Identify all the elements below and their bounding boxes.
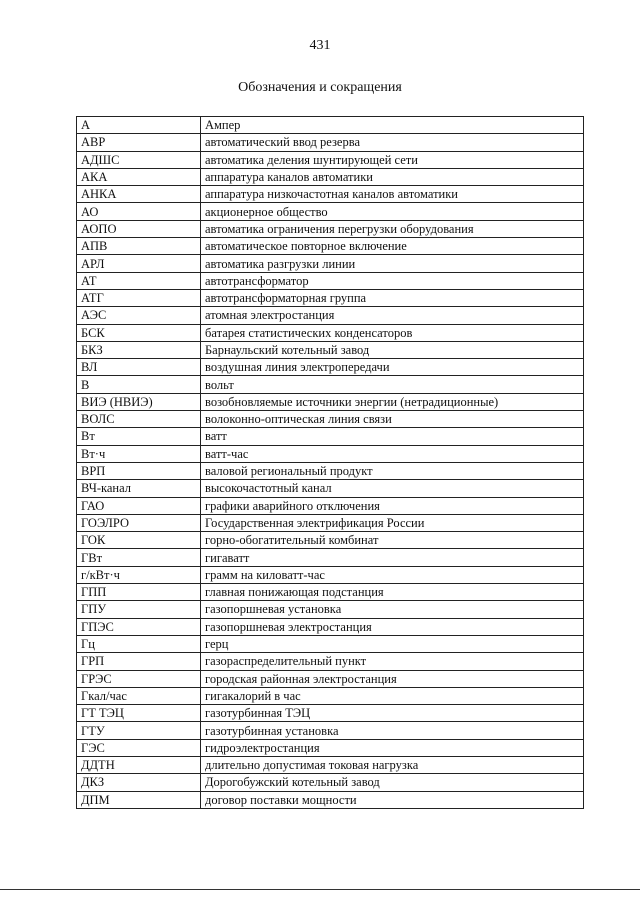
- table-row: [77, 359, 584, 376]
- meaning-cell: воздушная линия электропередачи: [201, 359, 584, 376]
- page-number: 431: [309, 38, 331, 53]
- abbreviation-cell: АДШС: [77, 151, 201, 168]
- bottom-divider: [0, 889, 640, 890]
- abbreviation-cell: ВРП: [77, 462, 201, 479]
- abbreviation-cell: АЭС: [77, 307, 201, 324]
- meaning-cell: городская районная электростанция: [201, 670, 584, 687]
- meaning-cell: автотрансформаторная группа: [201, 289, 584, 306]
- meaning-cell: газотурбинная установка: [201, 722, 584, 739]
- abbreviation-cell: ДПМ: [77, 791, 201, 808]
- table-row: [77, 687, 584, 704]
- meaning-cell: главная понижающая подстанция: [201, 584, 584, 601]
- table-row: [77, 272, 584, 289]
- meaning-cell: графики аварийного отключения: [201, 497, 584, 514]
- meaning-cell: возобновляемые источники энергии (нетрадиционные): [201, 393, 584, 410]
- abbreviations-table: [76, 116, 584, 809]
- meaning-cell: волоконно-оптическая линия связи: [201, 411, 584, 428]
- table-row: [77, 670, 584, 687]
- abbreviation-cell: АРЛ: [77, 255, 201, 272]
- table-row: [77, 722, 584, 739]
- meaning-cell: автоматика ограничения перегрузки оборудования: [201, 220, 584, 237]
- abbreviation-cell: АНКА: [77, 186, 201, 203]
- table-row: [77, 635, 584, 652]
- abbreviation-cell: Гц: [77, 635, 201, 652]
- meaning-cell: гидроэлектростанция: [201, 739, 584, 756]
- abbreviation-cell: АОПО: [77, 220, 201, 237]
- abbreviation-cell: ГРЭС: [77, 670, 201, 687]
- page-title: Обозначения и сокращения: [238, 80, 402, 95]
- abbreviation-cell: ГТУ: [77, 722, 201, 739]
- meaning-cell: гигакалорий в час: [201, 687, 584, 704]
- abbreviation-cell: ГПП: [77, 584, 201, 601]
- table-row: [77, 411, 584, 428]
- table-row: [77, 532, 584, 549]
- meaning-cell: аппаратура низкочастотная каналов автоматики: [201, 186, 584, 203]
- abbreviation-cell: ГВт: [77, 549, 201, 566]
- table-row: [77, 117, 584, 134]
- meaning-cell: горно-обогатительный комбинат: [201, 532, 584, 549]
- abbreviation-cell: АПВ: [77, 238, 201, 255]
- meaning-cell: договор поставки мощности: [201, 791, 584, 808]
- table-row: [77, 238, 584, 255]
- table-row: [77, 756, 584, 773]
- meaning-cell: аппаратура каналов автоматики: [201, 168, 584, 185]
- meaning-cell: акционерное общество: [201, 203, 584, 220]
- table-row: [77, 289, 584, 306]
- abbreviation-cell: АТ: [77, 272, 201, 289]
- table-row: [77, 618, 584, 635]
- abbreviations-table-body: [77, 117, 584, 809]
- table-row: [77, 324, 584, 341]
- meaning-cell: газопоршневая электростанция: [201, 618, 584, 635]
- meaning-cell: атомная электростанция: [201, 307, 584, 324]
- meaning-cell: автоматический ввод резерва: [201, 134, 584, 151]
- table-row: [77, 462, 584, 479]
- meaning-cell: ватт-час: [201, 445, 584, 462]
- abbreviation-cell: ДДТН: [77, 756, 201, 773]
- table-row: [77, 445, 584, 462]
- table-row: [77, 220, 584, 237]
- abbreviation-cell: А: [77, 117, 201, 134]
- meaning-cell: батарея статистических конденсаторов: [201, 324, 584, 341]
- abbreviation-cell: ГЭС: [77, 739, 201, 756]
- meaning-cell: автоматика разгрузки линии: [201, 255, 584, 272]
- abbreviation-cell: АО: [77, 203, 201, 220]
- meaning-cell: автоматическое повторное включение: [201, 238, 584, 255]
- table-row: [77, 186, 584, 203]
- abbreviation-cell: ВЛ: [77, 359, 201, 376]
- abbreviation-cell: АТГ: [77, 289, 201, 306]
- table-row: [77, 601, 584, 618]
- table-row: [77, 480, 584, 497]
- meaning-cell: Дорогобужский котельный завод: [201, 774, 584, 791]
- abbreviation-cell: АВР: [77, 134, 201, 151]
- meaning-cell: газораспределительный пункт: [201, 653, 584, 670]
- table-row: [77, 774, 584, 791]
- abbreviation-cell: БСК: [77, 324, 201, 341]
- table-row: [77, 255, 584, 272]
- meaning-cell: Барнаульский котельный завод: [201, 341, 584, 358]
- abbreviation-cell: ГПЭС: [77, 618, 201, 635]
- meaning-cell: ватт: [201, 428, 584, 445]
- table-row: [77, 134, 584, 151]
- abbreviation-cell: В: [77, 376, 201, 393]
- meaning-cell: автоматика деления шунтирующей сети: [201, 151, 584, 168]
- table-row: [77, 791, 584, 808]
- abbreviation-cell: ГРП: [77, 653, 201, 670]
- abbreviation-cell: ГАО: [77, 497, 201, 514]
- table-row: [77, 341, 584, 358]
- table-row: [77, 739, 584, 756]
- table-row: [77, 428, 584, 445]
- abbreviation-cell: ВЧ-канал: [77, 480, 201, 497]
- abbreviation-cell: г/кВт·ч: [77, 566, 201, 583]
- abbreviation-cell: ГОК: [77, 532, 201, 549]
- abbreviation-cell: Гкал/час: [77, 687, 201, 704]
- abbreviation-cell: ДКЗ: [77, 774, 201, 791]
- meaning-cell: вольт: [201, 376, 584, 393]
- meaning-cell: Ампер: [201, 117, 584, 134]
- meaning-cell: грамм на киловатт-час: [201, 566, 584, 583]
- table-row: [77, 168, 584, 185]
- table-row: [77, 151, 584, 168]
- abbreviation-cell: ГТ ТЭЦ: [77, 705, 201, 722]
- meaning-cell: валовой региональный продукт: [201, 462, 584, 479]
- abbreviation-cell: ВИЭ (НВИЭ): [77, 393, 201, 410]
- meaning-cell: герц: [201, 635, 584, 652]
- abbreviation-cell: Вт·ч: [77, 445, 201, 462]
- table-row: [77, 307, 584, 324]
- table-row: [77, 566, 584, 583]
- table-row: [77, 497, 584, 514]
- abbreviation-cell: Вт: [77, 428, 201, 445]
- abbreviation-cell: АКА: [77, 168, 201, 185]
- abbreviation-cell: ВОЛС: [77, 411, 201, 428]
- meaning-cell: высокочастотный канал: [201, 480, 584, 497]
- meaning-cell: длительно допустимая токовая нагрузка: [201, 756, 584, 773]
- table-row: [77, 514, 584, 531]
- abbreviation-cell: ГОЭЛРО: [77, 514, 201, 531]
- table-row: [77, 376, 584, 393]
- meaning-cell: Государственная электрификация России: [201, 514, 584, 531]
- table-row: [77, 393, 584, 410]
- table-row: [77, 705, 584, 722]
- meaning-cell: гигаватт: [201, 549, 584, 566]
- meaning-cell: автотрансформатор: [201, 272, 584, 289]
- table-row: [77, 203, 584, 220]
- meaning-cell: газопоршневая установка: [201, 601, 584, 618]
- abbreviation-cell: ГПУ: [77, 601, 201, 618]
- table-row: [77, 549, 584, 566]
- meaning-cell: газотурбинная ТЭЦ: [201, 705, 584, 722]
- table-row: [77, 584, 584, 601]
- table-row: [77, 653, 584, 670]
- abbreviation-cell: БКЗ: [77, 341, 201, 358]
